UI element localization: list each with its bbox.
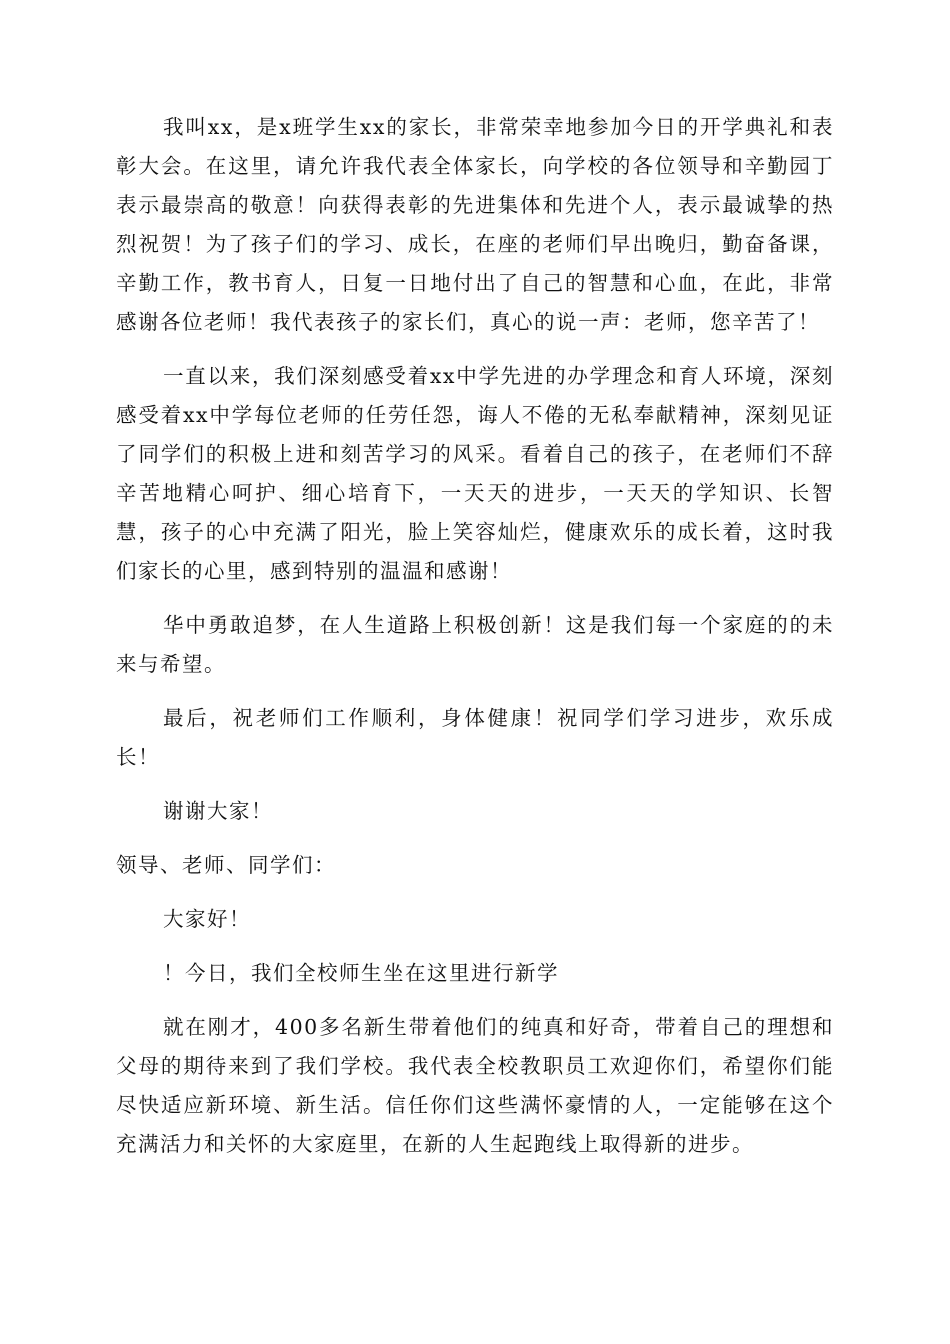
paragraph-wishes: 最后，祝老师们工作顺利，身体健康！祝同学们学习进步，欢乐成长！ bbox=[116, 706, 834, 769]
paragraph-opening: ！今日，我们全校师生坐在这里进行新学 bbox=[163, 961, 559, 985]
paragraph-salutation: 领导、老师、同学们： bbox=[116, 853, 336, 877]
paragraph-thanks: 谢谢大家！ bbox=[163, 799, 273, 823]
document-body bbox=[116, 108, 834, 1179]
paragraph-parent-intro: 我叫xx，是x班学生xx的家长，非常荣幸地参加今日的开学典礼和表彰大会。在这里，请允许我代表全体家长，向学校的各位领导和辛勤园丁表示最崇高的敬意！向获得表彰的先进集体和先进个人，表示最诚挚的热烈祝贺！为了孩子们的学习、成长，在座的老师们早出晚归，勤奋备课，辛勤工作，教书育人，日复一日地付出了自己的智慧和心血，在此，非常感谢各位老师！我代表孩子的家长们，真心的说一声：老师，您辛苦了！ bbox=[116, 115, 834, 334]
paragraph-greeting: 大家好！ bbox=[163, 907, 251, 931]
paragraph-new-students: 就在刚才，400多名新生带着他们的纯真和好奇，带着自己的理想和父母的期待来到了我们学校。我代表全校教职员工欢迎你们，希望你们能尽快适应新环境、新生活。信任你们这些满怀豪情的人，一定能够在这个充满活力和关怀的大家庭里，在新的人生起跑线上取得新的进步。 bbox=[116, 1015, 834, 1156]
paragraph-school-praise: 一直以来，我们深刻感受着xx中学先进的办学理念和育人环境，深刻感受着xx中学每位老师的任劳任怨，诲人不倦的无私奉献精神，深刻见证了同学们的积极上进和刻苦学习的风采。看着自己的孩子，在老师们不辞辛苦地精心呵护、细心培育下，一天天的进步，一天天的学知识、长智慧，孩子的心中充满了阳光，脸上笑容灿烂，健康欢乐的成长着，这时我们家长的心里，感到特别的温温和感谢！ bbox=[116, 364, 834, 583]
paragraph-dream: 华中勇敢追梦，在人生道路上积极创新！这是我们每一个家庭的的未来与希望。 bbox=[116, 613, 834, 676]
